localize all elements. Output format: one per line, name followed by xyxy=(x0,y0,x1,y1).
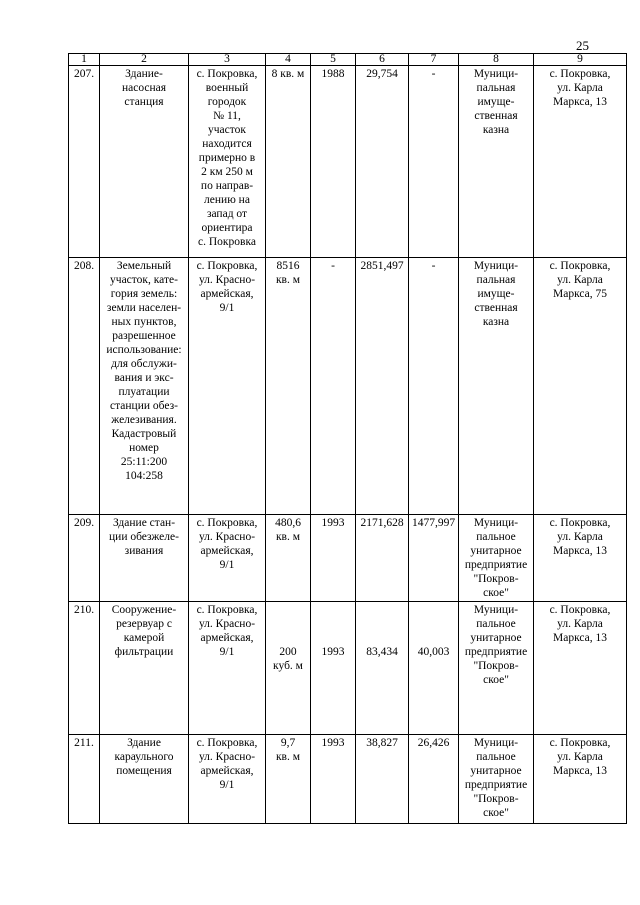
object-name: Здание- насосная станция xyxy=(100,66,189,258)
object-area: 9,7 кв. м xyxy=(266,735,311,824)
owner: Муници- пальное унитарное предприятие "Покров- ское" xyxy=(459,515,534,602)
object-year: - xyxy=(311,258,356,515)
owner: Муници- пальная имуще- ственная казна xyxy=(459,258,534,515)
column-header: 9 xyxy=(534,54,627,66)
object-area: 200 куб. м xyxy=(266,602,311,735)
residual-value: 40,003 xyxy=(409,602,459,735)
book-value: 2171,628 xyxy=(356,515,409,602)
object-year: 1993 xyxy=(311,735,356,824)
column-header: 1 xyxy=(69,54,100,66)
residual-value: - xyxy=(409,258,459,515)
column-header: 2 xyxy=(100,54,189,66)
object-address: с. Покровка, ул. Красно- армейская, 9/1 xyxy=(189,602,266,735)
table-row xyxy=(69,66,627,258)
row-number: 210. xyxy=(69,602,100,735)
residual-value: 1477,997 xyxy=(409,515,459,602)
holder-address: с. Покровка, ул. Карла Маркса, 75 xyxy=(534,258,627,515)
object-year: 1988 xyxy=(311,66,356,258)
column-header: 8 xyxy=(459,54,534,66)
object-name: Здание караульного помещения xyxy=(100,735,189,824)
property-register-table xyxy=(68,53,627,824)
object-year: 1993 xyxy=(311,602,356,735)
object-name: Земельный участок, кате- гория земель: земли населен- ных пунктов, разрешенное использование: для обслужи- вания и экс- плуатации станции обез- железивания. Кадастровый номер 25:11:200 104:258 xyxy=(100,258,189,515)
book-value: 38,827 xyxy=(356,735,409,824)
column-header: 6 xyxy=(356,54,409,66)
row-number: 207. xyxy=(69,66,100,258)
table-row xyxy=(69,515,627,602)
table-row xyxy=(69,258,627,515)
book-value: 2851,497 xyxy=(356,258,409,515)
row-number: 209. xyxy=(69,515,100,602)
column-header: 4 xyxy=(266,54,311,66)
object-year: 1993 xyxy=(311,515,356,602)
book-value: 29,754 xyxy=(356,66,409,258)
holder-address: с. Покровка, ул. Карла Маркса, 13 xyxy=(534,66,627,258)
object-area: 480,6 кв. м xyxy=(266,515,311,602)
object-address: с. Покровка, ул. Красно- армейская, 9/1 xyxy=(189,258,266,515)
object-name: Сооружение- резервуар с камерой фильтрации xyxy=(100,602,189,735)
header-row xyxy=(69,54,627,66)
holder-address: с. Покровка, ул. Карла Маркса, 13 xyxy=(534,515,627,602)
object-name: Здание стан- ции обезжеле- зивания xyxy=(100,515,189,602)
book-value: 83,434 xyxy=(356,602,409,735)
object-area: 8516 кв. м xyxy=(266,258,311,515)
residual-value: - xyxy=(409,66,459,258)
page-number: 25 xyxy=(576,38,589,53)
row-number: 208. xyxy=(69,258,100,515)
object-address: с. Покровка, ул. Красно- армейская, 9/1 xyxy=(189,515,266,602)
column-header: 7 xyxy=(409,54,459,66)
column-header: 5 xyxy=(311,54,356,66)
residual-value: 26,426 xyxy=(409,735,459,824)
holder-address: с. Покровка, ул. Карла Маркса, 13 xyxy=(534,602,627,735)
table-row xyxy=(69,602,627,735)
object-address: с. Покровка, ул. Красно- армейская, 9/1 xyxy=(189,735,266,824)
object-area: 8 кв. м xyxy=(266,66,311,258)
owner: Муници- пальная имуще- ственная казна xyxy=(459,66,534,258)
column-header: 3 xyxy=(189,54,266,66)
table-row xyxy=(69,735,627,824)
object-address: с. Покровка, военный городок № 11, участок находится примерно в 2 км 250 м по направ- лению на запад от ориентира с. Покровка xyxy=(189,66,266,258)
owner: Муници- пальное унитарное предприятие "Покров- ское" xyxy=(459,602,534,735)
owner: Муници- пальное унитарное предприятие "Покров- ское" xyxy=(459,735,534,824)
row-number: 211. xyxy=(69,735,100,824)
holder-address: с. Покровка, ул. Карла Маркса, 13 xyxy=(534,735,627,824)
